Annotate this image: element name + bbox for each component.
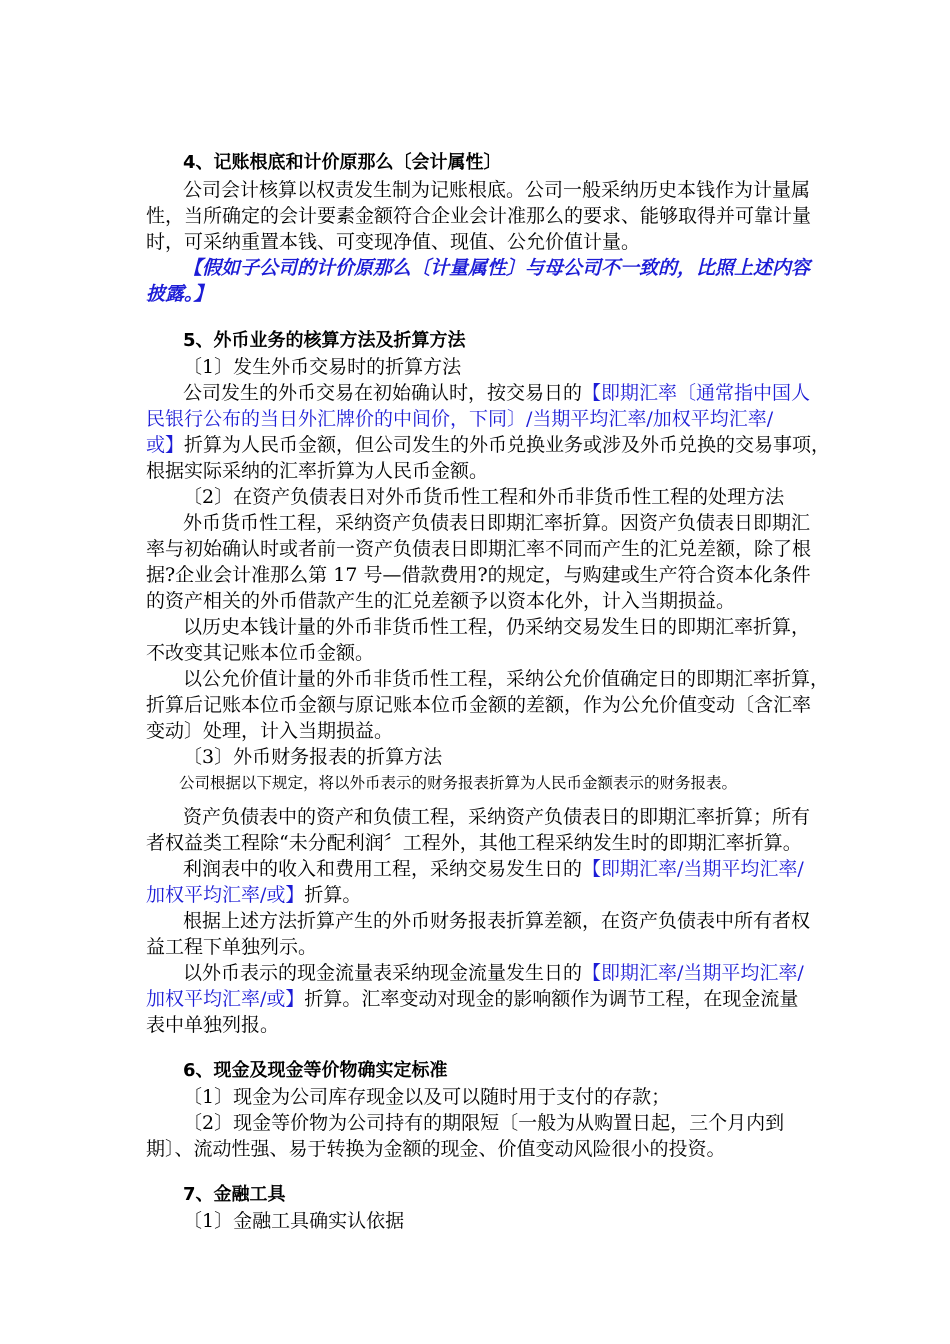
section-4-heading: 4、记账根底和计价原那么〔会计属性〕: [183, 152, 502, 173]
highlight-text: 或】: [146, 434, 185, 456]
paragraph-line: 折算后记账本位币金额与原记账本位币金额的差额，作为公允价值变动〔含汇率: [146, 694, 812, 716]
list-item: 〔1〕金融工具确实认依据: [183, 1210, 405, 1232]
subsection-heading: 〔2〕在资产负债表日对外币货币性工程和外币非货币性工程的处理方法: [183, 486, 785, 508]
list-item: 期〕、流动性强、易于转换为金额的现金、价值变动风险很小的投资。: [146, 1138, 726, 1160]
paragraph-line: [146, 986, 798, 1012]
section-5-heading: 5、外币业务的核算方法及折算方法: [183, 330, 466, 351]
paragraph-line: 性，当所确定的会计要素金额符合企业会计准那么的要求、能够取得并可靠计量: [146, 205, 812, 227]
highlight-text: 【即期汇率〔通常指中国人: [582, 382, 811, 404]
paragraph-line: 据?企业会计准那么第 17 号—借款费用?的规定，与购建或生产符合资本化条件: [146, 564, 811, 586]
list-item: 〔1〕现金为公司库存现金以及可以随时用于支付的存款；: [183, 1086, 671, 1108]
paragraph-line: [183, 960, 804, 986]
section-7-heading: 7、金融工具: [183, 1184, 286, 1205]
paragraph-line: 时，可采纳重置本钱、可变现净值、现值、公允价值计量。: [146, 231, 641, 253]
paragraph-line: 外币货币性工程，采纳资产负债表日即期汇率折算。因资产负债表日即期汇: [183, 512, 811, 534]
paragraph-line: 益工程下单独列示。: [146, 936, 318, 958]
text-run: 以外币表示的现金流量表采纳现金流量发生日的: [183, 962, 583, 984]
text-run: 折算。: [304, 884, 362, 906]
paragraph-line: 根据上述方法折算产生的外币财务报表折算差额，在资产负债表中所有者权: [183, 910, 811, 932]
paragraph-line: [183, 856, 804, 882]
highlight-text: 【即期汇率/当期平均汇率/: [582, 962, 804, 984]
text-run: 折算。汇率变动对现金的影响额作为调节工程，在现金流量: [304, 988, 799, 1010]
paragraph-line: [146, 432, 830, 458]
text-run: 公司发生的外币交易在初始确认时，按交易日的: [183, 382, 583, 404]
text-run: 利润表中的收入和费用工程，采纳交易发生日的: [183, 858, 583, 880]
paragraph-line: 表中单独列报。: [146, 1014, 280, 1036]
paragraph-line: 率与初始确认时或者前一资产负债表日即期汇率不同而产生的汇兑差额，除了根: [146, 538, 812, 560]
paragraph-line-small: 公司根据以下规定，将以外币表示的财务报表折算为人民币金额表示的财务报表。: [179, 774, 738, 792]
paragraph-line: 资产负债表中的资产和负债工程，采纳资产负债表日的即期汇率折算；所有: [183, 806, 811, 828]
paragraph-line: 以公允价值计量的外币非货币性工程，采纳公允价值确定日的即期汇率折算，: [183, 668, 830, 690]
paragraph-line: [146, 882, 361, 908]
highlight-line: 民银行公布的当日外汇牌价的中间价，下同〕/当期平均汇率/加权平均汇率/: [146, 408, 774, 430]
paragraph-line: 的资产相关的外币借款产生的汇兑差额予以资本化外，计入当期损益。: [146, 590, 736, 612]
paragraph-line: 不改变其记账本位币金额。: [146, 642, 375, 664]
subsection-heading: 〔3〕外币财务报表的折算方法: [183, 746, 443, 768]
subsection-heading: 〔1〕发生外币交易时的折算方法: [183, 356, 462, 378]
highlight-text: 加权平均汇率/或】: [146, 988, 305, 1010]
highlight-text: 【即期汇率/当期平均汇率/: [582, 858, 804, 880]
paragraph-line: [183, 380, 810, 406]
text-run: 折算为人民币金额，但公司发生的外币兑换业务或涉及外币兑换的交易事项，: [184, 434, 831, 456]
paragraph-line: 根据实际采纳的汇率折算为人民币金额。: [146, 460, 489, 482]
paragraph-line: 以历史本钱计量的外币非货币性工程，仍采纳交易发生日的即期汇率折算，: [183, 616, 811, 638]
paragraph-line: 变动〕处理，计入当期损益。: [146, 720, 394, 742]
paragraph-line: 公司会计核算以权责发生制为记账根底。公司一般采纳历史本钱作为计量属: [183, 179, 811, 201]
note-line: 【假如子公司的计价原那么〔计量属性〕与母公司不一致的，比照上述内容: [183, 257, 811, 279]
highlight-text: 加权平均汇率/或】: [146, 884, 305, 906]
list-item: 〔2〕现金等价物为公司持有的期限短〔一般为从购置日起，三个月内到: [183, 1112, 785, 1134]
note-line: 披露。】: [146, 283, 213, 305]
section-6-heading: 6、现金及现金等价物确实定标准: [183, 1060, 448, 1081]
paragraph-line: 者权益类工程除“未分配利润〞工程外，其他工程采纳发生时的即期汇率折算。: [146, 832, 802, 854]
